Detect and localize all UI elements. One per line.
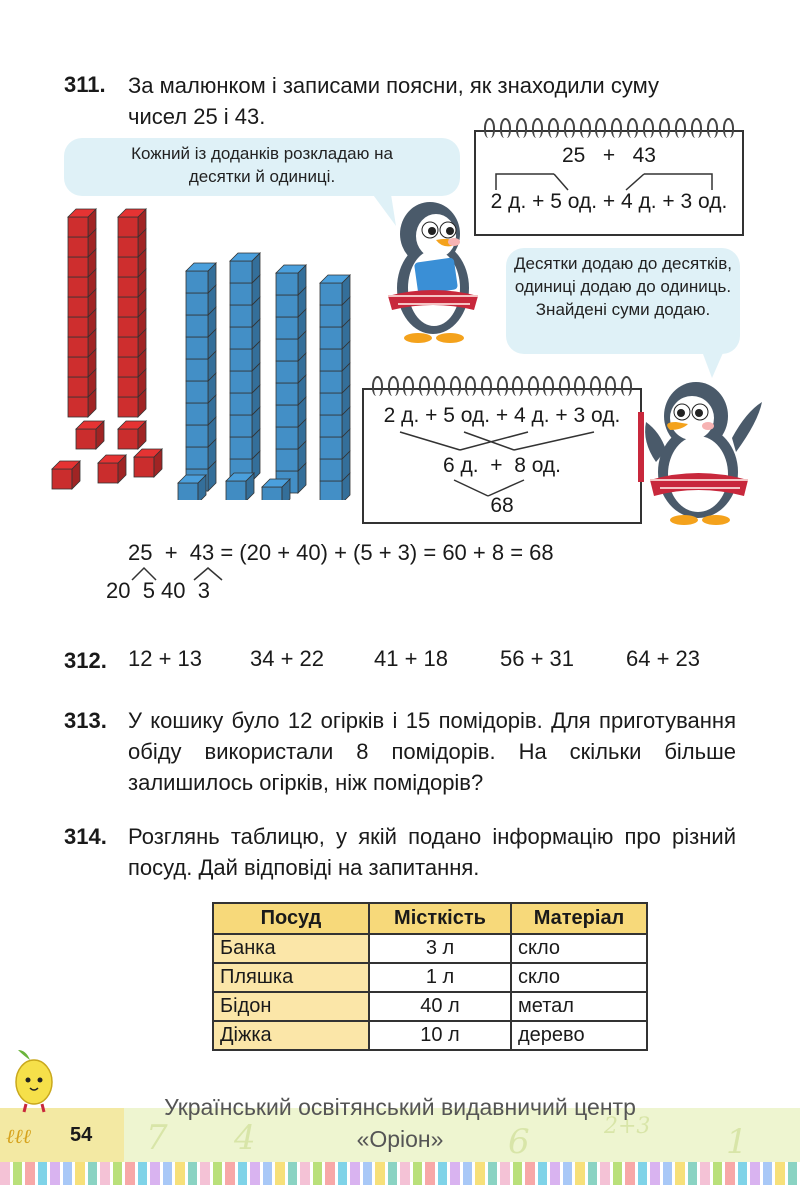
spiral-ring <box>434 376 445 396</box>
stripe-segment <box>625 1162 635 1185</box>
exercise-text: У кошику було 12 огірків і 15 помідорів. Для приготування обіду використали 8 помідорів. На скільки більше залишилось огірків, ніж помідорів? <box>128 708 736 795</box>
column-header: Місткість <box>369 903 511 934</box>
decorative-digit: 6 <box>508 1122 530 1162</box>
page-number: 54 <box>70 1124 93 1146</box>
stripe-segment <box>338 1162 348 1185</box>
stripe-segment <box>238 1162 248 1185</box>
exercise-number: 313. <box>64 708 107 733</box>
stripe-segment <box>25 1162 35 1185</box>
exercise-text: Розглянь таблицю, у якій подано інформацію про різний посуд. Дай відповіді на запитання. <box>128 824 736 880</box>
table-cell: дерево <box>511 1021 647 1050</box>
stripe-segment <box>438 1162 448 1185</box>
table-cell: Бідон <box>213 992 369 1021</box>
spiral-ring <box>548 118 559 138</box>
notepad <box>362 388 642 524</box>
stripe-segment <box>113 1162 123 1185</box>
decorative-digit: 4 <box>234 1118 256 1158</box>
stripe-segment <box>263 1162 273 1185</box>
decorative-stripe <box>0 1162 800 1185</box>
ten-rod <box>68 209 96 417</box>
spiral-ring <box>481 376 492 396</box>
decomposition: 20 5 40 3 <box>106 578 210 603</box>
spiral-ring <box>605 376 616 396</box>
unit-cube <box>178 475 206 500</box>
expression-list <box>128 646 700 672</box>
stripe-segment <box>288 1162 298 1185</box>
table-cell: скло <box>511 934 647 963</box>
stripe-segment <box>388 1162 398 1185</box>
stripe-segment <box>725 1162 735 1185</box>
stripe-segment <box>325 1162 335 1185</box>
table-cell: метал <box>511 992 647 1021</box>
ten-rod <box>186 263 216 491</box>
stripe-segment <box>75 1162 85 1185</box>
stripe-segment <box>475 1162 485 1185</box>
exercise-number: 311. <box>64 72 106 97</box>
expression: 64 + 23 <box>626 646 701 671</box>
unit-cube <box>118 421 146 449</box>
spiral-ring <box>691 118 702 138</box>
publisher-name: «Оріон» <box>356 1126 444 1152</box>
stripe-segment <box>525 1162 535 1185</box>
stripe-segment <box>613 1162 623 1185</box>
ten-rod <box>320 275 350 500</box>
stripe-segment <box>363 1162 373 1185</box>
decorative-scribble: ℓℓℓ <box>6 1124 31 1148</box>
stripe-segment <box>163 1162 173 1185</box>
stripe-segment <box>88 1162 98 1185</box>
stripe-segment <box>600 1162 610 1185</box>
stripe-segment <box>188 1162 198 1185</box>
dishes-table <box>212 902 648 1051</box>
spiral-ring <box>675 118 686 138</box>
unit-cube <box>134 449 162 477</box>
stripe-segment <box>675 1162 685 1185</box>
stripe-segment <box>538 1162 548 1185</box>
bubble-text: Кожний із доданків розкладаю на десятки й одиниці. <box>131 144 393 186</box>
spiral-ring <box>419 376 430 396</box>
stripe-segment <box>300 1162 310 1185</box>
spiral-ring <box>484 118 495 138</box>
stripe-segment <box>0 1162 10 1185</box>
table-cell: 3 л <box>369 934 511 963</box>
stripe-segment <box>650 1162 660 1185</box>
spiral-ring <box>707 118 718 138</box>
stripe-segment <box>575 1162 585 1185</box>
spiral-ring <box>611 118 622 138</box>
stripe-segment <box>375 1162 385 1185</box>
spiral-ring <box>403 376 414 396</box>
unit-cube <box>98 455 126 483</box>
column-header: Посуд <box>213 903 369 934</box>
stripe-segment <box>38 1162 48 1185</box>
spiral-ring <box>723 118 734 138</box>
table-cell: Діжка <box>213 1021 369 1050</box>
table-cell: скло <box>511 963 647 992</box>
exercise-number: 312. <box>64 648 107 673</box>
stripe-segment <box>213 1162 223 1185</box>
pad-decomposition: 2 д. + 5 од. + 4 д. + 3 од. <box>383 404 621 427</box>
penguin-icon <box>636 372 766 528</box>
publisher-name: Український освітянський видавничий центр <box>164 1094 636 1120</box>
spiral-ring <box>465 376 476 396</box>
exercise-text-line: чисел 25 і 43. <box>128 104 266 129</box>
spiral-ring <box>532 118 543 138</box>
spiral-ring <box>659 118 670 138</box>
exercise-text-line: За малюнком і записами поясни, як знаходили суму <box>128 73 659 98</box>
ten-rod <box>118 209 146 417</box>
bubble-text: Десятки додаю до десятків, одиниці додаю до одиниць. Знайдені суми додаю. <box>514 254 732 319</box>
stripe-segment <box>225 1162 235 1185</box>
stripe-segment <box>150 1162 160 1185</box>
stripe-segment <box>13 1162 23 1185</box>
stripe-segment <box>588 1162 598 1185</box>
exercise-number: 314. <box>64 824 107 849</box>
pad-expression: 25 + 43 <box>562 144 656 167</box>
spiral-ring <box>372 376 383 396</box>
table-cell: Пляшка <box>213 963 369 992</box>
stripe-segment <box>400 1162 410 1185</box>
stripe-segment <box>638 1162 648 1185</box>
spiral-ring <box>643 118 654 138</box>
stripe-segment <box>463 1162 473 1185</box>
stripe-segment <box>63 1162 73 1185</box>
stripe-segment <box>50 1162 60 1185</box>
table-cell: 10 л <box>369 1021 511 1050</box>
unit-cube <box>262 479 290 500</box>
spiral-ring <box>621 376 632 396</box>
stripe-segment <box>513 1162 523 1185</box>
stripe-segment <box>488 1162 498 1185</box>
spiral-binding <box>484 118 734 140</box>
notepad <box>474 130 744 236</box>
grouping-arrows <box>364 430 640 454</box>
stripe-segment <box>413 1162 423 1185</box>
table-row <box>213 934 647 963</box>
table-row <box>213 1021 647 1050</box>
stripe-segment <box>763 1162 773 1185</box>
spiral-ring <box>595 118 606 138</box>
stripe-segment <box>200 1162 210 1185</box>
stripe-segment <box>250 1162 260 1185</box>
spiral-ring <box>627 118 638 138</box>
stripe-segment <box>713 1162 723 1185</box>
base-ten-blocks <box>48 205 360 500</box>
expression: 56 + 31 <box>500 646 575 671</box>
pad-decomposition: 2 д. + 5 од. + 4 д. + 3 од. <box>490 190 728 213</box>
stripe-segment <box>425 1162 435 1185</box>
spiral-ring <box>590 376 601 396</box>
spiral-binding <box>372 376 632 398</box>
column-header: Матеріал <box>511 903 647 934</box>
stripe-segment <box>450 1162 460 1185</box>
stripe-segment <box>563 1162 573 1185</box>
expression: 12 + 13 <box>128 646 203 671</box>
speech-bubble <box>64 138 460 196</box>
spiral-ring <box>564 118 575 138</box>
spiral-ring <box>574 376 585 396</box>
stripe-segment <box>125 1162 135 1185</box>
decorative-digit: 1 <box>726 1122 748 1162</box>
stripe-segment <box>700 1162 710 1185</box>
speech-bubble <box>506 248 740 354</box>
spiral-ring <box>516 118 527 138</box>
spiral-ring <box>497 376 508 396</box>
spiral-ring <box>580 118 591 138</box>
table-row <box>213 992 647 1021</box>
table-header-row <box>213 903 647 934</box>
table-cell: Банка <box>213 934 369 963</box>
spiral-ring <box>528 376 539 396</box>
stripe-segment <box>688 1162 698 1185</box>
table-cell: 40 л <box>369 992 511 1021</box>
expression: 41 + 18 <box>374 646 449 671</box>
penguin-icon <box>378 196 488 346</box>
stripe-segment <box>275 1162 285 1185</box>
stripe-segment <box>500 1162 510 1185</box>
spiral-ring <box>388 376 399 396</box>
spiral-ring <box>543 376 554 396</box>
stripe-segment <box>775 1162 785 1185</box>
decorative-digit: 2+3 <box>604 1114 651 1139</box>
stripe-segment <box>738 1162 748 1185</box>
stripe-segment <box>100 1162 110 1185</box>
stripe-segment <box>313 1162 323 1185</box>
spiral-ring <box>500 118 511 138</box>
unit-cube <box>52 461 80 489</box>
table-cell: 1 л <box>369 963 511 992</box>
unit-cube <box>226 473 254 500</box>
stripe-segment <box>663 1162 673 1185</box>
unit-cube <box>76 421 104 449</box>
ten-rod <box>230 253 260 481</box>
stripe-segment <box>750 1162 760 1185</box>
equation: 25 + 43 = (20 + 40) + (5 + 3) = 60 + 8 = 68 <box>128 540 554 565</box>
spiral-ring <box>512 376 523 396</box>
stripe-segment <box>175 1162 185 1185</box>
pad-sum: 6 д. + 8 од. <box>442 454 562 477</box>
expression: 34 + 22 <box>250 646 325 671</box>
stripe-segment <box>788 1162 798 1185</box>
stripe-segment <box>350 1162 360 1185</box>
stripe-segment <box>550 1162 560 1185</box>
table-row <box>213 963 647 992</box>
decorative-digit: 7 <box>146 1118 168 1158</box>
pad-result: 68 <box>490 494 514 517</box>
spiral-ring <box>450 376 461 396</box>
ten-rod <box>276 265 306 493</box>
stripe-segment <box>138 1162 148 1185</box>
spiral-ring <box>559 376 570 396</box>
